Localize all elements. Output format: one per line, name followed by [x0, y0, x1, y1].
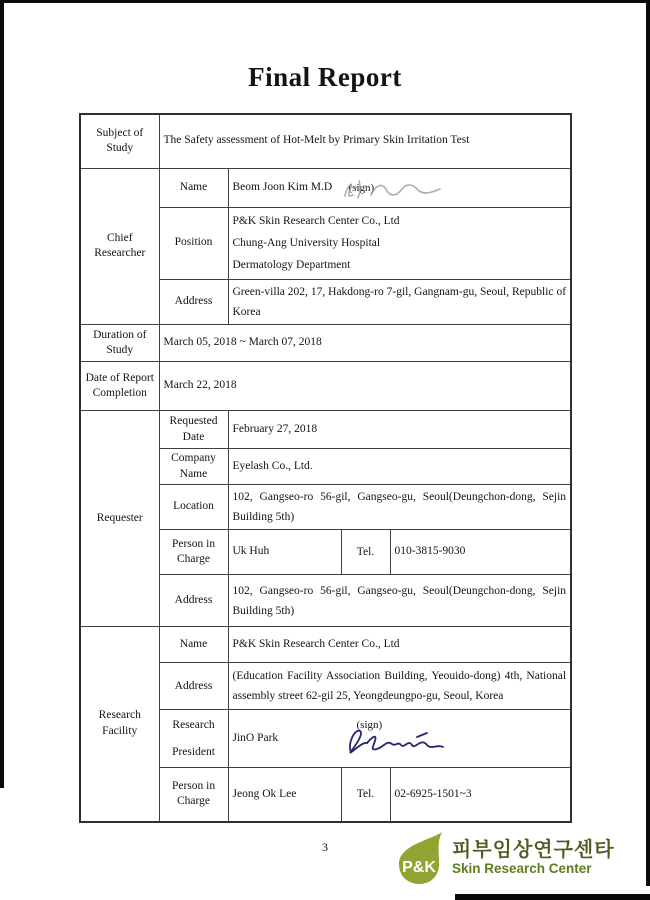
- logo-text-block: [452, 839, 615, 877]
- scan-edge-right: [646, 0, 650, 886]
- scan-edge-left: [0, 0, 4, 788]
- requester-location-label: Location: [159, 485, 228, 530]
- report-completion-label: Date of Report Completion: [80, 362, 159, 411]
- president-sign-caption: (sign): [356, 719, 383, 732]
- chief-position-line1: P&K Skin Research Center Co., Ltd: [232, 214, 400, 227]
- company-name-value: Eyelash Co., Ltd.: [228, 449, 571, 485]
- requester-location-value: 102, Gangseo-ro 56-gil, Gangseo-gu, Seoul(Deungchon-dong, Sejin Building 5th): [228, 485, 571, 530]
- requester-label: Requester: [80, 411, 159, 627]
- duration-of-study-value: March 05, 2018 ~ March 07, 2018: [159, 325, 571, 362]
- chief-sign-caption: (sign): [348, 181, 375, 194]
- kim-signature-image: [337, 174, 467, 206]
- scan-edge-bottom: [455, 894, 650, 900]
- facility-name-value: P&K Skin Research Center Co., Ltd: [228, 627, 571, 663]
- research-president-cell: [228, 710, 571, 768]
- chief-position-line3: Dermatology Department: [232, 259, 351, 272]
- requester-tel-value: 010-3815-9030: [390, 530, 571, 575]
- requester-tel-label: Tel.: [341, 530, 390, 575]
- chief-researcher-label: Chief Researcher: [80, 168, 159, 325]
- chief-address-label: Address: [159, 279, 228, 324]
- chief-address-value: Green-villa 202, 17, Hakdong-ro 7-gil, Gangnam-gu, Seoul, Republic of Korea: [228, 279, 571, 324]
- chief-name-cell: [228, 168, 571, 207]
- research-president-value: JinO Park: [232, 731, 279, 744]
- logo-english-name: Skin Research Center: [452, 860, 592, 876]
- scan-edge-top: [0, 0, 650, 3]
- report-completion-value: March 22, 2018: [159, 362, 571, 411]
- logo-korean-name: 피부임상연구센타: [452, 838, 615, 861]
- pk-skin-research-center-logo: [393, 830, 615, 886]
- subject-of-study-value: The Safety assessment of Hot-Melt by Primary Skin Irritation Test: [159, 114, 571, 168]
- president-signature-area: [341, 712, 457, 764]
- facility-name-label: Name: [159, 627, 228, 663]
- chief-position-value: [228, 207, 571, 279]
- company-name-label: Company Name: [159, 449, 228, 485]
- chief-signature-area: [337, 172, 471, 206]
- facility-address-value: (Education Facility Association Building, Yeouido-dong) 4th, National assembly street 62-gil 25, Yeongdeungpo-gu, Seoul, Korea: [228, 663, 571, 710]
- requester-address-label: Address: [159, 575, 228, 627]
- subject-of-study-label: Subject of Study: [80, 114, 159, 168]
- page-title: Final Report: [248, 62, 402, 92]
- chief-name-label: Name: [159, 168, 228, 207]
- chief-name-value: Beom Joon Kim M.D: [232, 180, 333, 193]
- pk-monogram: P&K: [402, 859, 436, 876]
- research-president-label: Research President: [159, 710, 228, 768]
- park-signature-image: [343, 724, 449, 760]
- chief-position-line2: Chung-Ang University Hospital: [232, 236, 381, 249]
- page-number: 3: [322, 840, 328, 854]
- facility-address-label: Address: [159, 663, 228, 710]
- facility-pic-value: Jeong Ok Lee: [228, 768, 341, 822]
- facility-tel-label: Tel.: [341, 768, 390, 822]
- duration-of-study-label: Duration of Study: [80, 325, 159, 362]
- facility-pic-label: Person in Charge: [159, 768, 228, 822]
- requested-date-label: Requested Date: [159, 411, 228, 449]
- requested-date-value: February 27, 2018: [228, 411, 571, 449]
- requester-address-value: 102, Gangseo-ro 56-gil, Gangseo-gu, Seoul(Deungchon-dong, Sejin Building 5th): [228, 575, 571, 627]
- research-facility-label: Research Facility: [80, 627, 159, 822]
- requester-pic-label: Person in Charge: [159, 530, 228, 575]
- facility-tel-value: 02-6925-1501~3: [390, 768, 571, 822]
- pk-drop-icon: [393, 830, 445, 886]
- requester-pic-value: Uk Huh: [228, 530, 341, 575]
- chief-position-label: Position: [159, 207, 228, 279]
- report-form-table: [79, 113, 572, 823]
